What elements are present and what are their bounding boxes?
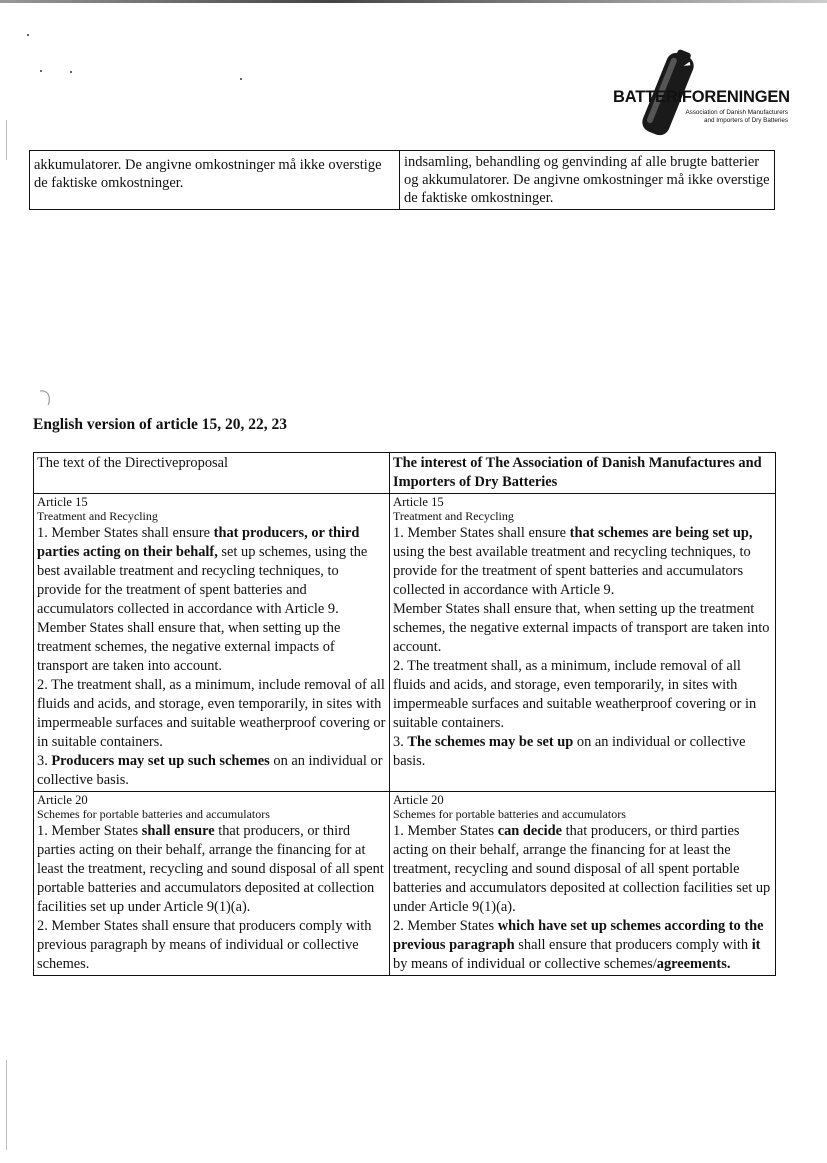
article-subtitle: Schemes for portable batteries and accumulators bbox=[37, 807, 270, 821]
fragment-right-cell: indsamling, behandling og genvinding af alle brugte batterier og akkumulatorer. De angivne omkostninger må ikke overstige de faktiske omkostninger. bbox=[399, 151, 774, 210]
logo-subtitle bbox=[685, 109, 788, 125]
paragraph bbox=[393, 822, 772, 917]
scan-edge-line bbox=[6, 120, 7, 160]
article-subtitle: Treatment and Recycling bbox=[393, 509, 514, 523]
fragment-left-cell: akkumulatorer. De angivne omkostninger må ikke overstige de faktiske omkostninger. bbox=[30, 151, 400, 210]
emphasis: can decide bbox=[497, 823, 563, 839]
text: 1. Member States shall ensure bbox=[37, 525, 214, 541]
text: that producers, or third parties acting on their behalf, arrange the financing for at least the treatment, recycling and sound disposal of all spent portable batteries and accumulators deposited at collection facilities set up under Article 9(1)(a). bbox=[393, 823, 771, 915]
article-title: Article 20 bbox=[393, 793, 444, 807]
emphasis: it bbox=[751, 937, 761, 953]
text: 1. Member States bbox=[393, 823, 498, 839]
text: 3. bbox=[37, 753, 52, 769]
article-20-interest-cell bbox=[390, 792, 776, 976]
fragment-table bbox=[29, 150, 775, 210]
article-15-interest-cell bbox=[390, 494, 776, 792]
scan-speck bbox=[240, 78, 242, 80]
column-header-directive: The text of the Directiveproposal bbox=[34, 453, 390, 494]
text: 1. Member States bbox=[37, 823, 142, 839]
scan-speck bbox=[70, 71, 72, 73]
paragraph bbox=[393, 917, 772, 974]
company-logo bbox=[606, 48, 796, 140]
text: using the best available treatment and recycling techniques, to provide for the treatment of spent batteries and accumulators collected in accordance with Article 9. bbox=[393, 544, 751, 598]
emphasis: Producers may set up such schemes bbox=[51, 753, 270, 769]
emphasis: that producers, or third parties acting on their behalf, bbox=[37, 525, 360, 560]
paragraph bbox=[37, 524, 386, 619]
article-15-directive-cell bbox=[34, 494, 390, 792]
column-header-interest: The interest of The Association of Danish Manufactures and Importers of Dry Batteries bbox=[390, 453, 776, 494]
emphasis: that schemes are being set up, bbox=[569, 525, 753, 541]
section-heading: English version of article 15, 20, 22, 23 bbox=[33, 416, 288, 433]
text: shall ensure that producers comply with bbox=[514, 937, 752, 953]
table-row bbox=[30, 151, 775, 210]
paragraph bbox=[37, 822, 386, 917]
paragraph: 2. Member States shall ensure that producers comply with previous paragraph by means of individual or collective schemes. bbox=[37, 918, 372, 972]
table-row bbox=[34, 494, 776, 792]
article-title: Article 20 bbox=[37, 793, 88, 807]
text: on an individual or collective basis. bbox=[393, 734, 746, 769]
text: that producers, or third parties acting on their behalf, arrange the financing for at least the treatment, recycling and sound disposal of all spent portable batteries and accumulators deposited at collection facilities set up under Article 9(1)(a). bbox=[37, 823, 384, 915]
article-title: Article 15 bbox=[37, 495, 88, 509]
scan-edge-line bbox=[6, 1060, 7, 1150]
paragraph bbox=[393, 524, 772, 600]
logo-wordmark: BATTERIFORENINGEN bbox=[613, 88, 790, 106]
paragraph: 2. The treatment shall, as a minimum, include removal of all fluids and acids, and storage, even temporarily, in sites with impermeable surfaces and suitable weatherproof covering or in suitable containers. bbox=[37, 677, 386, 750]
text: 1. Member States shall ensure bbox=[393, 525, 570, 541]
table-header-row bbox=[34, 453, 776, 494]
paragraph bbox=[393, 733, 772, 771]
table-row bbox=[34, 792, 776, 976]
logo-subtitle-line1: Association of Danish Manufacturers bbox=[685, 109, 788, 116]
emphasis: The schemes may be set up bbox=[407, 734, 574, 750]
paragraph: Member States shall ensure that, when setting up the treatment schemes, the negative external impacts of transport are taken into account. bbox=[37, 620, 341, 674]
article-20-directive-cell bbox=[34, 792, 390, 976]
text: on an individual or collective basis. bbox=[37, 753, 383, 788]
logo-subtitle-line2: and Importers of Dry Batteries bbox=[704, 117, 788, 124]
text: by means of individual or collective schemes/ bbox=[393, 956, 657, 972]
text: 2. Member States bbox=[393, 918, 498, 934]
paragraph bbox=[37, 752, 386, 790]
scan-speck bbox=[27, 34, 29, 36]
scan-speck bbox=[40, 70, 42, 72]
emphasis: shall ensure bbox=[141, 823, 215, 839]
article-title: Article 15 bbox=[393, 495, 444, 509]
text: set up schemes, using the best available treatment and recycling techniques, to provide for the treatment of spent batteries and accumulators collected in accordance with Article 9. bbox=[37, 544, 368, 617]
emphasis: which have set up schemes according to the previous paragraph bbox=[393, 918, 764, 953]
paragraph: 2. The treatment shall, as a minimum, include removal of all fluids and acids, and storage, even temporarily, in sites with impermeable surfaces and suitable weatherproof covering or in suitable containers. bbox=[393, 658, 757, 731]
article-subtitle: Treatment and Recycling bbox=[37, 509, 158, 523]
scan-mark bbox=[38, 388, 52, 406]
emphasis: agreements. bbox=[656, 956, 731, 972]
article-subtitle: Schemes for portable batteries and accumulators bbox=[393, 807, 626, 821]
paragraph: Member States shall ensure that, when setting up the treatment schemes, the negative external impacts of transport are taken into account. bbox=[393, 601, 770, 655]
comparison-table bbox=[33, 452, 776, 976]
text: 3. bbox=[393, 734, 408, 750]
scan-edge bbox=[0, 0, 827, 3]
